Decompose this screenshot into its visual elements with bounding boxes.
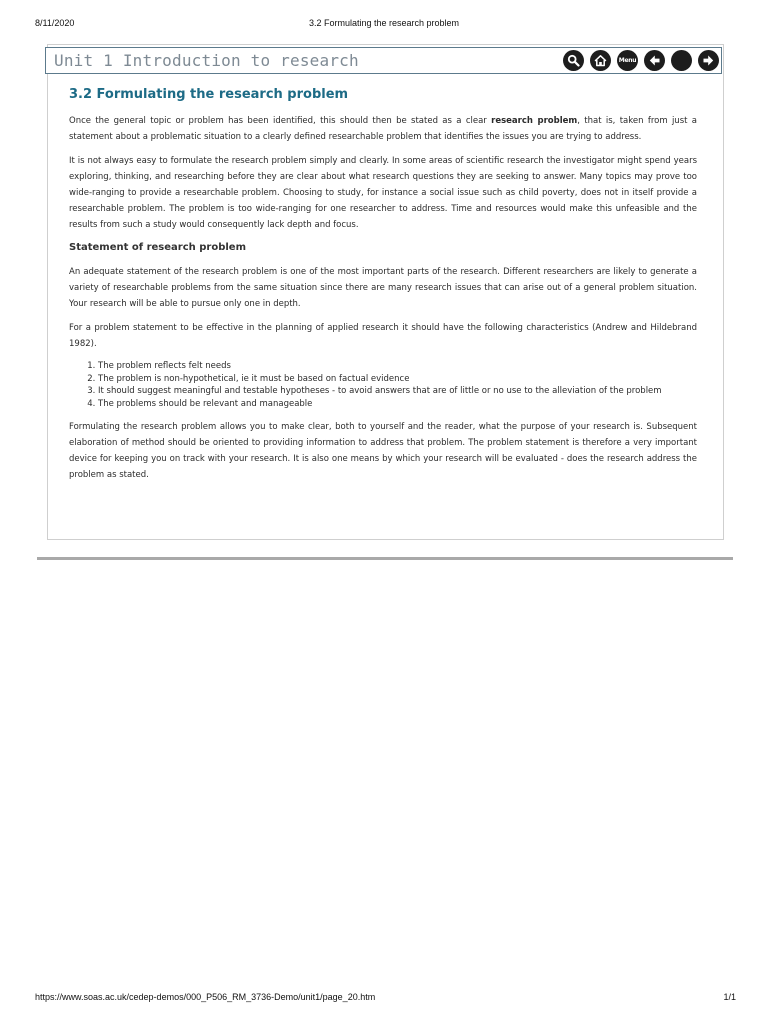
unit-header-bar bbox=[45, 47, 722, 74]
paragraph-intro bbox=[69, 113, 697, 145]
paragraph-intro-end: , that is, taken from just a statement about a problematic situation to a clearly defined researchable problem that identifies the issues you are trying to address. bbox=[69, 116, 697, 142]
list-item: 2. The problem is non-hypothetical, ie it must be based on factual evidence bbox=[98, 373, 697, 386]
article-body bbox=[69, 86, 697, 491]
menu-icon-label: Menu bbox=[618, 56, 637, 64]
blank-icon[interactable] bbox=[671, 50, 692, 71]
home-icon[interactable] bbox=[590, 50, 611, 71]
section-heading: 3.2 Formulating the research problem bbox=[69, 87, 349, 102]
subheading-statement: Statement of research problem bbox=[69, 242, 246, 253]
list-item: 4. The problems should be relevant and manageable bbox=[98, 398, 697, 411]
paragraph-difficulty: It is not always easy to formulate the research problem simply and clearly. In some areas of scientific research the investigator might spend years exploring, thinking, and researching before they are clear about what research questions they are seeking to answer. Many topics may prove too wide-ranging to provide a researchable problem. Choosing to study, for instance a social issue such as child poverty, does not in itself provide a researchable problem. The problem is too wide-ranging for one researcher to address. Time and resources would make this unfeasible and the results from such a study would consequently lack depth and focus. bbox=[69, 156, 697, 230]
print-page-title: 3.2 Formulating the research problem bbox=[308, 18, 460, 28]
characteristics-list bbox=[69, 360, 697, 410]
back-icon[interactable] bbox=[644, 50, 665, 71]
page-bottom-divider bbox=[37, 557, 733, 560]
forward-icon[interactable] bbox=[698, 50, 719, 71]
page-number: 1/1 bbox=[723, 992, 736, 1002]
paragraph-conclusion: Formulating the research problem allows you to make clear, both to yourself and the reader, what the purpose of your research is. Subsequent elaboration of method should be oriented to providing information to address that problem. The problem statement is therefore a very important device for keeping you on track with your research. It is also one means by which your research will be evaluated - does the research address the problem as stated. bbox=[69, 422, 697, 480]
list-item: 3. It should suggest meaningful and testable hypotheses - to avoid answers that are of little or no use to the alleviation of the problem bbox=[98, 385, 697, 398]
nav-toolbar bbox=[563, 50, 719, 71]
paragraph-adequate-statement: An adequate statement of the research problem is one of the most important parts of the research. Different researchers are likely to generate a variety of researchable problems from the same situation since there are many research issues that can arise out of a general problem situation. Your research will be able to pursue only one in depth. bbox=[69, 267, 697, 309]
search-icon[interactable] bbox=[563, 50, 584, 71]
paragraph-characteristics: For a problem statement to be effective in the planning of applied research it should have the following characteristics (Andrew and Hildebrand 1982). bbox=[69, 323, 697, 349]
menu-icon[interactable] bbox=[617, 50, 638, 71]
list-item: 1. The problem reflects felt needs bbox=[98, 360, 697, 373]
print-date: 8/11/2020 bbox=[35, 18, 75, 28]
page-url: https://www.soas.ac.uk/cedep-demos/000_P506_RM_3736-Demo/unit1/page_20.htm bbox=[35, 992, 376, 1002]
research-problem-term: research problem bbox=[491, 116, 578, 126]
unit-title: Unit 1 Introduction to research bbox=[54, 51, 359, 70]
paragraph-intro-start: Once the general topic or problem has been identified, this should then be stated as a clear bbox=[69, 116, 492, 126]
